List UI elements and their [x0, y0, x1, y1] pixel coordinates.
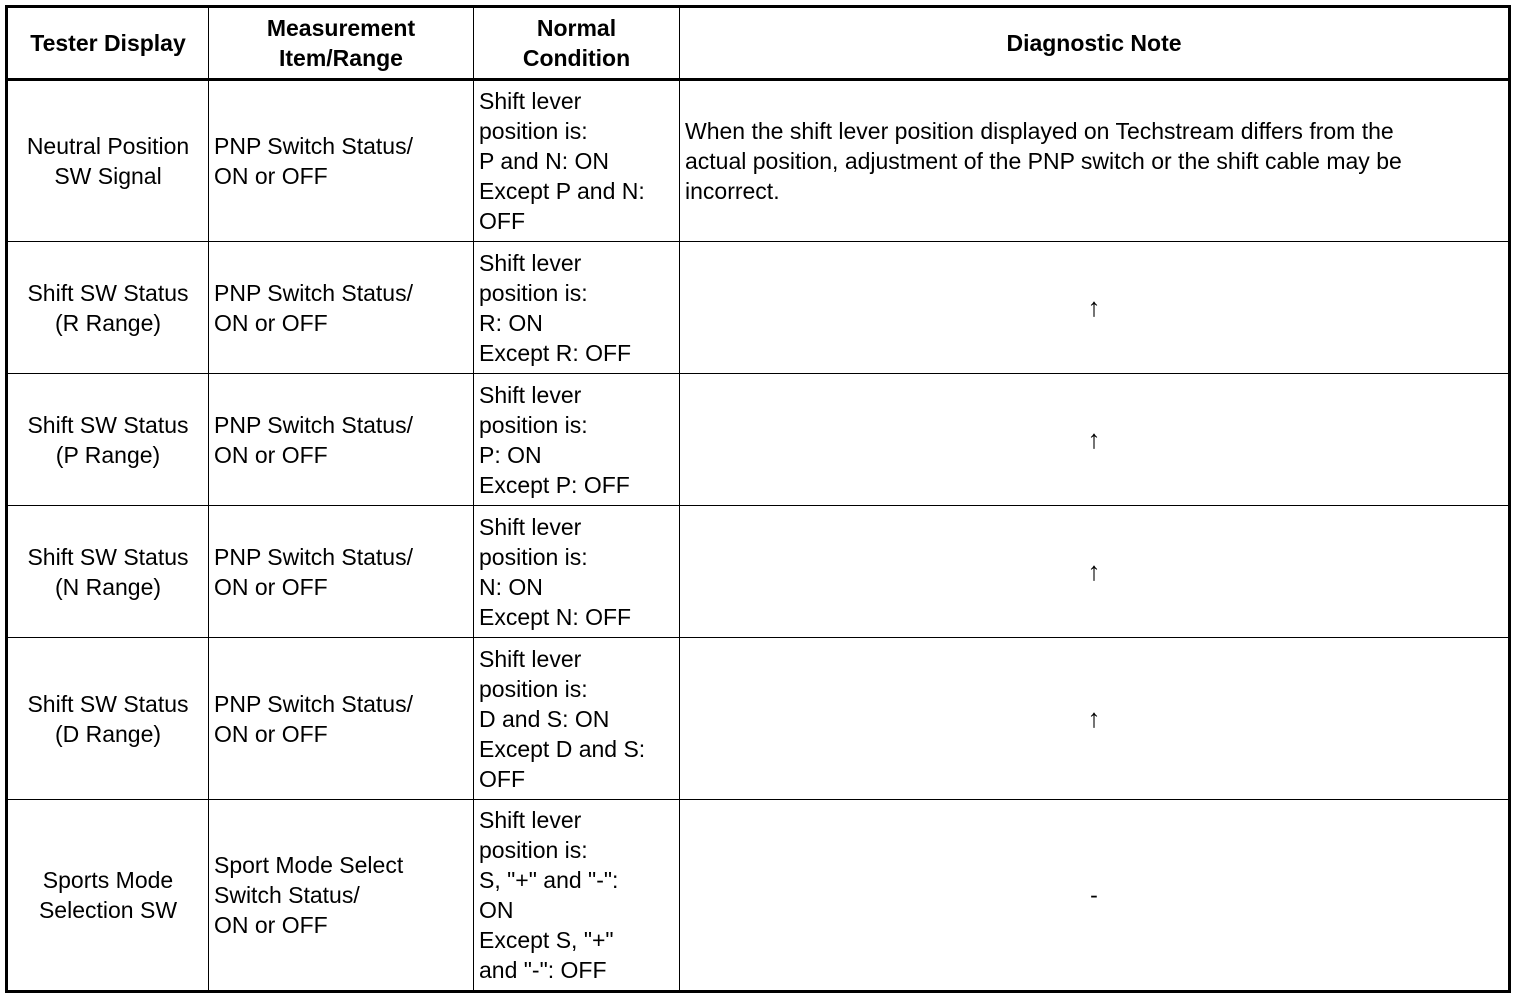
- cell-line: Sport Mode Select: [214, 852, 404, 878]
- cell-line: (D Range): [54, 720, 162, 747]
- diagnostic-note-cell: [680, 506, 1510, 638]
- cell-line: S, "+" and "-":: [479, 867, 619, 893]
- cell-line: Except D and S:: [479, 735, 646, 762]
- header-line: Measurement: [266, 15, 416, 41]
- cell-line: ON or OFF: [214, 720, 328, 747]
- normal-condition-cell: [474, 800, 680, 992]
- diagnostic-data-table: [5, 5, 1511, 993]
- header-diagnostic-note: [680, 7, 1510, 80]
- header-line: Tester Display: [30, 30, 186, 56]
- cell-line: Neutral Position: [26, 133, 190, 159]
- cell-line: position is:: [479, 279, 588, 306]
- header-line: Condition: [522, 45, 631, 71]
- cell-line: position is:: [479, 543, 588, 570]
- ditto-arrow-up-icon: ↑: [1087, 703, 1101, 733]
- cell-line: ON or OFF: [214, 309, 328, 336]
- cell-line: Shift lever: [479, 88, 582, 114]
- ditto-arrow-up-icon: ↑: [1087, 424, 1101, 454]
- header-line: Diagnostic Note: [1006, 30, 1182, 56]
- cell-line: Except N: OFF: [479, 603, 632, 630]
- normal-condition-cell: [474, 242, 680, 374]
- measurement-item-cell: [209, 800, 474, 992]
- cell-line: ON or OFF: [214, 441, 328, 468]
- cell-line: R: ON: [479, 309, 543, 336]
- measurement-item-cell: [209, 242, 474, 374]
- ditto-arrow-up-icon: ↑: [1087, 556, 1101, 586]
- table-row: [7, 80, 1510, 242]
- tester-display-cell: [7, 242, 209, 374]
- cell-line: Selection SW: [38, 897, 178, 923]
- measurement-item-cell: [209, 638, 474, 800]
- diagnostic-note-cell: [680, 374, 1510, 506]
- cell-line: Shift lever: [479, 645, 582, 672]
- cell-line: position is:: [479, 118, 588, 144]
- cell-line: N: ON: [479, 573, 543, 600]
- cell-line: P: ON: [479, 441, 542, 468]
- normal-condition-cell: [474, 374, 680, 506]
- cell-line: ON: [479, 897, 514, 923]
- tester-display-cell: [7, 506, 209, 638]
- cell-line: Shift SW Status: [27, 543, 189, 570]
- cell-line: actual position, adjustment of the PNP switch or the shift cable may be: [685, 148, 1402, 174]
- cell-line: PNP Switch Status/: [214, 543, 413, 570]
- ditto-arrow-up-icon: ↑: [1087, 292, 1101, 322]
- diagnostic-note-cell: [680, 800, 1510, 992]
- cell-line: PNP Switch Status/: [214, 411, 413, 438]
- tester-display-cell: [7, 800, 209, 992]
- measurement-item-cell: [209, 374, 474, 506]
- cell-line: Sports Mode: [42, 867, 174, 893]
- table-row: [7, 506, 1510, 638]
- header-tester-display: [7, 7, 209, 80]
- cell-line: Shift SW Status: [27, 690, 189, 717]
- cell-line: SW Signal: [54, 163, 162, 189]
- cell-line: PNP Switch Status/: [214, 279, 413, 306]
- tester-display-cell: [7, 374, 209, 506]
- cell-line: position is:: [479, 837, 588, 863]
- tester-display-cell: [7, 638, 209, 800]
- cell-line: Except P and N:: [479, 178, 645, 204]
- header-line: Item/Range: [279, 45, 403, 71]
- cell-line: Except P: OFF: [479, 471, 630, 498]
- cell-line: PNP Switch Status/: [214, 690, 413, 717]
- cell-line: Shift SW Status: [27, 279, 189, 306]
- cell-line: D and S: ON: [479, 705, 610, 732]
- header-line: Normal: [536, 15, 617, 41]
- cell-line: position is:: [479, 411, 588, 438]
- cell-line: ON or OFF: [214, 573, 328, 600]
- cell-line: Switch Status/: [214, 882, 360, 908]
- tester-display-cell: [7, 80, 209, 242]
- cell-line: Except S, "+": [479, 927, 614, 953]
- cell-line: (N Range): [54, 573, 162, 600]
- table-row: [7, 800, 1510, 992]
- header-row: [7, 7, 1510, 80]
- normal-condition-cell: [474, 638, 680, 800]
- header-normal-condition: [474, 7, 680, 80]
- cell-line: and "-": OFF: [479, 957, 607, 983]
- cell-line: PNP Switch Status/: [214, 133, 413, 159]
- cell-line: OFF: [479, 765, 525, 792]
- cell-line: position is:: [479, 675, 588, 702]
- cell-line: When the shift lever position displayed on Techstream differs from the: [685, 118, 1394, 144]
- table-row: [7, 638, 1510, 800]
- cell-line: -: [1090, 882, 1098, 908]
- cell-line: Shift lever: [479, 249, 582, 276]
- cell-line: (P Range): [55, 441, 161, 468]
- diagnostic-note-cell: [680, 80, 1510, 242]
- cell-line: OFF: [479, 208, 525, 234]
- normal-condition-cell: [474, 80, 680, 242]
- diagnostic-note-cell: [680, 242, 1510, 374]
- cell-line: (R Range): [54, 309, 162, 336]
- cell-line: Shift SW Status: [27, 411, 189, 438]
- cell-line: Shift lever: [479, 807, 582, 833]
- table-row: [7, 242, 1510, 374]
- cell-line: Shift lever: [479, 513, 582, 540]
- measurement-item-cell: [209, 506, 474, 638]
- cell-line: P and N: ON: [479, 148, 609, 174]
- diagnostic-note-cell: [680, 638, 1510, 800]
- cell-line: Shift lever: [479, 381, 582, 408]
- cell-line: ON or OFF: [214, 912, 328, 938]
- cell-line: ON or OFF: [214, 163, 328, 189]
- normal-condition-cell: [474, 506, 680, 638]
- cell-line: incorrect.: [685, 178, 780, 204]
- header-measurement-item: [209, 7, 474, 80]
- table-row: [7, 374, 1510, 506]
- cell-line: Except R: OFF: [479, 339, 632, 366]
- measurement-item-cell: [209, 80, 474, 242]
